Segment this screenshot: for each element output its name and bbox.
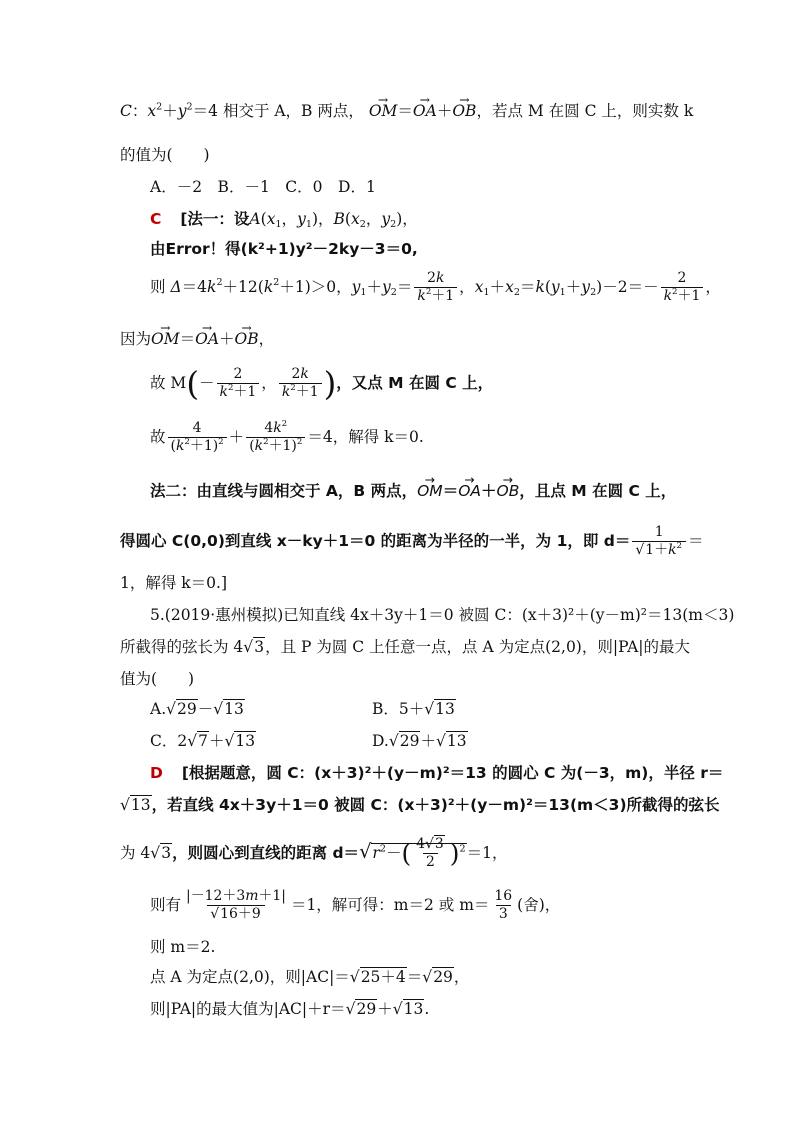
q4-because-line: 因为→ OM＝→ OA＋→ OB， — [120, 332, 274, 348]
then-word: 则 — [150, 277, 166, 296]
on-circle-text: ，又点 M 在圆 C 上， — [336, 373, 494, 392]
q5-solution-line6: 点 A 为定点(2,0)，则|AC|＝√ 25＋4＝√ 29， — [150, 970, 469, 986]
q4-stem-line2: 的值为( ) — [120, 146, 210, 164]
q5-s4-a: 则有 — [150, 895, 182, 914]
opt-D-label: D. — [372, 732, 389, 750]
q5-s4-b: ＝1，解可得：m＝2 或 m＝ — [290, 895, 490, 914]
q5-s6-a: 点 A 为定点(2,0)，则|AC|＝ — [150, 968, 350, 986]
q5-line3: 值为( ) — [120, 670, 195, 688]
method1-label: [法一：设 — [180, 210, 250, 228]
q5-line2: 所截得的弦长为 4√ 3，且 P 为圆 C 上任意一点，点 A 为定点(2,0)，则|PA|的最大 — [120, 640, 690, 656]
because-word: 因为 — [120, 330, 152, 348]
q5-solution-line5: 则 m＝2. — [150, 938, 216, 956]
opt-B-label: B．5＋ — [372, 700, 425, 718]
error-line: 由Error！得(k²+1)y²－2ky－3＝0, — [150, 240, 418, 258]
stem-end: ，若点 M 在圆 C 上，则实数 k — [476, 102, 694, 120]
q5-solution-line2: √ 13，若直线 4x＋3y＋1＝0 被圆 C：(x＋3)²＋(y－m)²＝13(m＜3)所截得的弦长 — [120, 798, 720, 814]
q5-solution-line4: 则有 |－12＋3m＋1| √ 16＋9 ＝1，解可得：m＝2 或 m＝ $\frac{16}{3}$ (舍)， — [150, 890, 560, 922]
q5-option-A: A.√ 29－√ 13 — [150, 702, 245, 718]
q4-method1-line1: C [法一：设$A(x_1$，$y_1$)，$B(x_2$，$y_2$)， — [150, 210, 418, 230]
m2-line2-text: 得圆心 C(0,0)到直线 x－ky＋1＝0 的距离为半径的一半，为 1，即 d＝ — [120, 531, 631, 550]
m2-end: ，且点 M 在圆 C 上， — [519, 482, 677, 500]
opt-C-label: C．2 — [150, 732, 188, 750]
q4-sum-line: 故 $\frac{4}{(k^2+1)^2}$ ＋ $\frac{4k^2}{(k^2+1)^2}$ ＝4，解得 k＝0. — [150, 418, 424, 454]
so-M: 故 M — [150, 373, 187, 392]
stem-prefix: C — [120, 102, 132, 120]
q4-method2-line3: 1，解得 k＝0.] — [120, 574, 228, 592]
opt-A-label: A. — [150, 700, 167, 718]
q5-line2-a: 所截得的弦长为 4 — [120, 638, 244, 656]
q5-line1: 5.(2019·惠州模拟)已知直线 4x＋3y＋1＝0 被圆 C：(x＋3)²＋(y－m)²＝13(m＜3) — [150, 606, 735, 624]
q5-s3-b: ，则圆心到直线的距离 d＝ — [172, 843, 360, 862]
q5-line2-b: ，且 P 为圆 C 上任意一点，点 A 为定点(2,0)，则|PA|的最大 — [265, 638, 690, 656]
q5-s4-c: (舍)， — [517, 895, 561, 914]
q5-option-B: B．5＋√ 13 — [372, 702, 456, 718]
q4-M-line: 故 M(－ $\frac{2}{k^2+1}$ ， $\frac{2k}{k^2+1}$ )，又点 M 在圆 C 上， — [150, 364, 494, 403]
q5-s1: [根据题意，圆 C：(x＋3)²＋(y－m)²＝13 的圆心 C 为(－3，m)，半径 r＝ — [181, 764, 724, 782]
so-word: 故 — [150, 427, 166, 446]
q4-delta-line: 则 $\Delta=4k^2+12(k^2+1)>0$，$y_1+y_2=$ $\frac{2k}{k^2+1}$ ，$x_1+x_2=k(y_1+y_2)-2=-$ $\frac{2}{k^2+1}$ ， — [150, 270, 721, 304]
q5-answer: D — [150, 764, 163, 782]
q5-option-D: D.√ 29＋√ 13 — [372, 734, 468, 750]
stem-mid: 相交于 A，B 两点， — [222, 102, 364, 120]
q5-s3-a: 为 4 — [120, 843, 151, 862]
q5-s2: ，若直线 4x＋3y＋1＝0 被圆 C：(x＋3)²＋(y－m)²＝13(m＜3)所截得的弦长 — [151, 796, 720, 814]
q4-method2-line1: 法二：由直线与圆相交于 A，B 两点，→ OM＝→ OA＋→ OB，且点 M 在圆 C 上， — [150, 484, 676, 500]
q4-answer: C — [150, 210, 162, 228]
q5-solution-line3: 为 4√ 3，则圆心到直线的距离 d＝√ $r^2-$( $\frac{4√ 3}{2}$ )$^2$＝1， — [120, 838, 507, 870]
result-text: ＝4，解得 k＝0. — [307, 427, 424, 446]
q5-s7-a: 则|PA|的最大值为|AC|＋r＝ — [150, 1000, 346, 1018]
q5-option-C: C．2√ 7＋√ 13 — [150, 734, 256, 750]
q4-options: A．－2 B．－1 C．0 D．1 — [150, 178, 376, 196]
q5-solution-line7: 则|PA|的最大值为|AC|＋r＝√ 29＋√ 13. — [150, 1002, 429, 1018]
q4-method2-line2: 得圆心 C(0,0)到直线 x－ky＋1＝0 的距离为半径的一半，为 1，即 d＝ 1 √ $1+k^2$ ＝ — [120, 526, 704, 558]
q5-solution-line1 — [150, 766, 723, 782]
m2-text: 法二：由直线与圆相交于 A，B 两点， — [150, 482, 418, 500]
q4-stem-line1: C：$x^2+y^2=4$ 相交于 A，B 两点， → OM＝→ OA＋→ OB，若点 M 在圆 C 上，则实数 k — [120, 104, 693, 120]
